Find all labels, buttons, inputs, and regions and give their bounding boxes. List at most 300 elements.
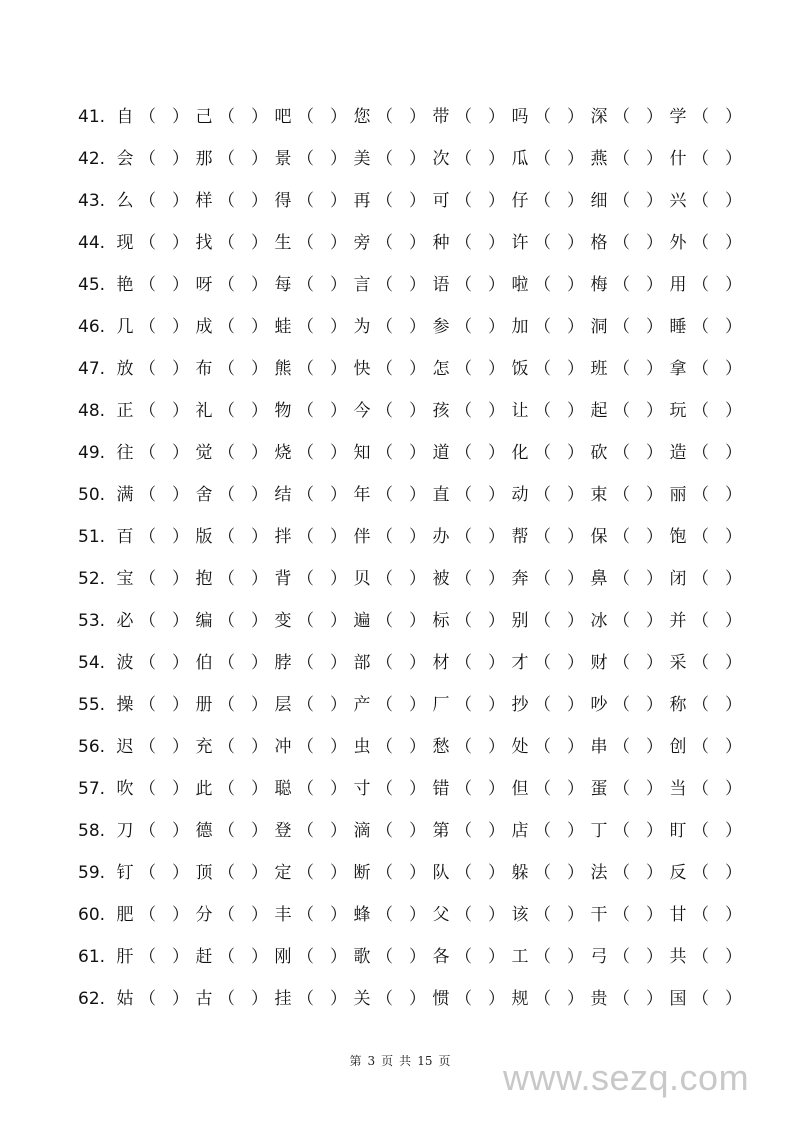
open-bracket: （ [613, 653, 630, 673]
close-bracket: ） [330, 653, 347, 673]
open-bracket: （ [692, 317, 709, 337]
character: 参 [432, 317, 450, 337]
character-cell [430, 526, 510, 548]
character: 赶 [195, 947, 213, 967]
character-cell [272, 148, 352, 170]
character-cell [193, 358, 273, 380]
character-cell [509, 442, 589, 464]
open-bracket: （ [218, 317, 235, 337]
open-bracket: （ [455, 821, 472, 841]
open-bracket: （ [297, 695, 314, 715]
character: 层 [274, 695, 292, 715]
close-bracket: ） [172, 443, 189, 463]
close-bracket: ） [488, 863, 505, 883]
character: 旁 [353, 233, 371, 253]
character: 布 [195, 359, 213, 379]
character-cell [509, 652, 589, 674]
open-bracket: （ [534, 107, 551, 127]
close-bracket: ） [251, 401, 268, 421]
close-bracket: ） [646, 905, 663, 925]
open-bracket: （ [613, 737, 630, 757]
close-bracket: ） [488, 233, 505, 253]
row-number: 58. [78, 821, 106, 841]
character-cell [430, 274, 510, 296]
close-bracket: ） [251, 149, 268, 169]
character: 外 [669, 233, 687, 253]
open-bracket: （ [692, 443, 709, 463]
close-bracket: ） [330, 359, 347, 379]
character: 洞 [590, 317, 608, 337]
character: 找 [195, 233, 213, 253]
close-bracket: ） [725, 989, 742, 1009]
row-number: 54. [78, 653, 106, 673]
close-bracket: ） [330, 779, 347, 799]
open-bracket: （ [297, 737, 314, 757]
character: 动 [511, 485, 529, 505]
close-bracket: ） [330, 233, 347, 253]
open-bracket: （ [376, 527, 393, 547]
close-bracket: ） [172, 989, 189, 1009]
character: 充 [195, 737, 213, 757]
open-bracket: （ [613, 611, 630, 631]
open-bracket: （ [376, 947, 393, 967]
close-bracket: ） [488, 695, 505, 715]
close-bracket: ） [488, 779, 505, 799]
character: 工 [511, 947, 529, 967]
character-cell [667, 400, 747, 422]
character-cell [272, 316, 352, 338]
open-bracket: （ [297, 359, 314, 379]
open-bracket: （ [376, 653, 393, 673]
open-bracket: （ [692, 863, 709, 883]
open-bracket: （ [534, 317, 551, 337]
close-bracket: ） [488, 359, 505, 379]
character: 吵 [590, 695, 608, 715]
character: 格 [590, 233, 608, 253]
character: 法 [590, 863, 608, 883]
close-bracket: ） [646, 443, 663, 463]
character-cell [193, 568, 273, 590]
character-cell [114, 190, 194, 212]
character-cell [193, 862, 273, 884]
character: 遍 [353, 611, 371, 631]
character: 该 [511, 905, 529, 925]
character-cell [667, 694, 747, 716]
character: 抄 [511, 695, 529, 715]
close-bracket: ） [567, 443, 584, 463]
character: 百 [116, 527, 134, 547]
open-bracket: （ [218, 359, 235, 379]
character-cell [351, 190, 431, 212]
character: 许 [511, 233, 529, 253]
open-bracket: （ [534, 947, 551, 967]
open-bracket: （ [218, 527, 235, 547]
character-cell [272, 946, 352, 968]
character: 钉 [116, 863, 134, 883]
character: 刚 [274, 947, 292, 967]
open-bracket: （ [297, 107, 314, 127]
character: 己 [195, 107, 213, 127]
character: 燕 [590, 149, 608, 169]
open-bracket: （ [218, 737, 235, 757]
open-bracket: （ [218, 905, 235, 925]
character-cell [272, 274, 352, 296]
open-bracket: （ [139, 275, 156, 295]
close-bracket: ） [646, 191, 663, 211]
character: 蜂 [353, 905, 371, 925]
character-cell [193, 316, 273, 338]
close-bracket: ） [172, 779, 189, 799]
character: 正 [116, 401, 134, 421]
character: 为 [353, 317, 371, 337]
character-cell [272, 484, 352, 506]
character-cell [351, 820, 431, 842]
character-cell [193, 106, 273, 128]
character: 姑 [116, 989, 134, 1009]
character-cell [588, 988, 668, 1010]
character: 么 [116, 191, 134, 211]
character-cell [588, 400, 668, 422]
open-bracket: （ [297, 989, 314, 1009]
character: 丰 [274, 905, 292, 925]
character: 瓜 [511, 149, 529, 169]
character: 满 [116, 485, 134, 505]
character: 物 [274, 401, 292, 421]
row-number: 61. [78, 947, 106, 967]
open-bracket: （ [376, 233, 393, 253]
close-bracket: ） [172, 947, 189, 967]
open-bracket: （ [139, 947, 156, 967]
character-cell [114, 526, 194, 548]
character: 当 [669, 779, 687, 799]
close-bracket: ） [251, 317, 268, 337]
close-bracket: ） [646, 317, 663, 337]
character-cell [351, 442, 431, 464]
character-cell [114, 946, 194, 968]
open-bracket: （ [139, 401, 156, 421]
character: 今 [353, 401, 371, 421]
character-cell [272, 400, 352, 422]
close-bracket: ） [646, 149, 663, 169]
close-bracket: ） [172, 107, 189, 127]
close-bracket: ） [725, 275, 742, 295]
open-bracket: （ [297, 443, 314, 463]
open-bracket: （ [455, 233, 472, 253]
close-bracket: ） [488, 149, 505, 169]
open-bracket: （ [218, 695, 235, 715]
open-bracket: （ [692, 401, 709, 421]
character-cell [430, 316, 510, 338]
close-bracket: ） [330, 569, 347, 589]
close-bracket: ） [488, 947, 505, 967]
character-cell [588, 652, 668, 674]
open-bracket: （ [139, 737, 156, 757]
close-bracket: ） [409, 611, 426, 631]
exercise-row [0, 222, 800, 264]
close-bracket: ） [725, 443, 742, 463]
open-bracket: （ [297, 191, 314, 211]
character-cell [509, 862, 589, 884]
open-bracket: （ [613, 947, 630, 967]
character-cell [193, 274, 273, 296]
close-bracket: ） [172, 485, 189, 505]
character: 此 [195, 779, 213, 799]
open-bracket: （ [692, 947, 709, 967]
open-bracket: （ [534, 527, 551, 547]
character: 现 [116, 233, 134, 253]
open-bracket: （ [376, 275, 393, 295]
character: 让 [511, 401, 529, 421]
close-bracket: ） [567, 527, 584, 547]
character-cell [588, 442, 668, 464]
open-bracket: （ [613, 149, 630, 169]
character-cell [193, 190, 273, 212]
character-cell [667, 106, 747, 128]
close-bracket: ） [646, 275, 663, 295]
character-cell [588, 904, 668, 926]
watermark: www.sezq.com [503, 1057, 750, 1098]
close-bracket: ） [330, 485, 347, 505]
character: 处 [511, 737, 529, 757]
close-bracket: ） [646, 737, 663, 757]
close-bracket: ） [409, 443, 426, 463]
character-cell [588, 610, 668, 632]
character-cell [193, 652, 273, 674]
character-cell [667, 652, 747, 674]
character: 串 [590, 737, 608, 757]
close-bracket: ） [488, 905, 505, 925]
close-bracket: ） [725, 527, 742, 547]
close-bracket: ） [488, 401, 505, 421]
character-cell [272, 232, 352, 254]
character-cell [588, 274, 668, 296]
character: 虫 [353, 737, 371, 757]
character-exercise-list [0, 96, 800, 1020]
open-bracket: （ [613, 821, 630, 841]
character-cell [193, 610, 273, 632]
open-bracket: （ [297, 611, 314, 631]
character: 店 [511, 821, 529, 841]
character: 第 [432, 821, 450, 841]
close-bracket: ） [646, 779, 663, 799]
character-cell [193, 736, 273, 758]
open-bracket: （ [139, 359, 156, 379]
close-bracket: ） [409, 107, 426, 127]
close-bracket: ） [488, 737, 505, 757]
character-cell [272, 778, 352, 800]
character: 贵 [590, 989, 608, 1009]
close-bracket: ） [725, 485, 742, 505]
close-bracket: ） [330, 275, 347, 295]
open-bracket: （ [297, 527, 314, 547]
character-cell [667, 190, 747, 212]
character-cell [667, 442, 747, 464]
open-bracket: （ [139, 233, 156, 253]
character: 拌 [274, 527, 292, 547]
close-bracket: ） [488, 527, 505, 547]
character: 艳 [116, 275, 134, 295]
character: 舍 [195, 485, 213, 505]
character-cell [430, 610, 510, 632]
character-cell [588, 148, 668, 170]
close-bracket: ） [567, 821, 584, 841]
character: 种 [432, 233, 450, 253]
close-bracket: ） [172, 149, 189, 169]
open-bracket: （ [534, 401, 551, 421]
open-bracket: （ [218, 947, 235, 967]
character: 别 [511, 611, 529, 631]
character: 用 [669, 275, 687, 295]
character: 必 [116, 611, 134, 631]
character-cell [351, 862, 431, 884]
open-bracket: （ [692, 905, 709, 925]
open-bracket: （ [534, 569, 551, 589]
character-cell [509, 904, 589, 926]
open-bracket: （ [376, 401, 393, 421]
character: 迟 [116, 737, 134, 757]
character-cell [114, 316, 194, 338]
character-cell [588, 232, 668, 254]
close-bracket: ） [409, 527, 426, 547]
character-cell [509, 358, 589, 380]
close-bracket: ） [172, 527, 189, 547]
open-bracket: （ [376, 317, 393, 337]
character: 聪 [274, 779, 292, 799]
character: 并 [669, 611, 687, 631]
character: 甘 [669, 905, 687, 925]
close-bracket: ） [172, 569, 189, 589]
close-bracket: ） [251, 359, 268, 379]
open-bracket: （ [534, 779, 551, 799]
open-bracket: （ [376, 695, 393, 715]
open-bracket: （ [455, 779, 472, 799]
exercise-row [0, 96, 800, 138]
close-bracket: ） [488, 107, 505, 127]
open-bracket: （ [218, 779, 235, 799]
close-bracket: ） [172, 695, 189, 715]
footer-page-word: 页 [381, 1054, 394, 1068]
row-number: 45. [78, 275, 106, 295]
close-bracket: ） [251, 905, 268, 925]
character-cell [588, 358, 668, 380]
character: 财 [590, 653, 608, 673]
row-number: 42. [78, 149, 106, 169]
character: 化 [511, 443, 529, 463]
character-cell [430, 484, 510, 506]
character-cell [272, 862, 352, 884]
character: 宝 [116, 569, 134, 589]
character: 材 [432, 653, 450, 673]
row-number: 46. [78, 317, 106, 337]
open-bracket: （ [376, 485, 393, 505]
close-bracket: ） [567, 191, 584, 211]
character-cell [588, 820, 668, 842]
close-bracket: ） [725, 947, 742, 967]
open-bracket: （ [613, 359, 630, 379]
character-cell [509, 148, 589, 170]
close-bracket: ） [409, 569, 426, 589]
open-bracket: （ [534, 443, 551, 463]
open-bracket: （ [139, 191, 156, 211]
exercise-row [0, 768, 800, 810]
open-bracket: （ [297, 233, 314, 253]
open-bracket: （ [218, 107, 235, 127]
open-bracket: （ [692, 821, 709, 841]
character-cell [114, 232, 194, 254]
footer-page-number: 3 [367, 1054, 376, 1068]
open-bracket: （ [613, 107, 630, 127]
character-cell [667, 358, 747, 380]
character: 次 [432, 149, 450, 169]
open-bracket: （ [692, 779, 709, 799]
character-cell [272, 736, 352, 758]
character-cell [193, 232, 273, 254]
open-bracket: （ [376, 611, 393, 631]
character-cell [509, 316, 589, 338]
character-cell [430, 190, 510, 212]
character: 造 [669, 443, 687, 463]
open-bracket: （ [613, 233, 630, 253]
character-cell [351, 400, 431, 422]
character: 盯 [669, 821, 687, 841]
character-cell [193, 148, 273, 170]
open-bracket: （ [376, 359, 393, 379]
close-bracket: ） [330, 443, 347, 463]
character: 知 [353, 443, 371, 463]
character: 深 [590, 107, 608, 127]
character: 刀 [116, 821, 134, 841]
character-cell [430, 442, 510, 464]
character-cell [509, 190, 589, 212]
close-bracket: ） [330, 737, 347, 757]
character: 鼻 [590, 569, 608, 589]
open-bracket: （ [534, 191, 551, 211]
character-cell [351, 484, 431, 506]
close-bracket: ） [251, 653, 268, 673]
row-number: 62. [78, 989, 106, 1009]
character: 产 [353, 695, 371, 715]
character-cell [509, 274, 589, 296]
character: 采 [669, 653, 687, 673]
character: 样 [195, 191, 213, 211]
character-cell [351, 526, 431, 548]
open-bracket: （ [297, 905, 314, 925]
close-bracket: ） [330, 401, 347, 421]
close-bracket: ） [725, 611, 742, 631]
character: 睡 [669, 317, 687, 337]
close-bracket: ） [488, 191, 505, 211]
exercise-row [0, 264, 800, 306]
open-bracket: （ [613, 695, 630, 715]
open-bracket: （ [139, 149, 156, 169]
character: 歌 [353, 947, 371, 967]
character: 各 [432, 947, 450, 967]
open-bracket: （ [455, 527, 472, 547]
character-cell [667, 946, 747, 968]
open-bracket: （ [534, 695, 551, 715]
open-bracket: （ [218, 485, 235, 505]
open-bracket: （ [376, 863, 393, 883]
character: 惯 [432, 989, 450, 1009]
open-bracket: （ [218, 149, 235, 169]
character: 背 [274, 569, 292, 589]
character-cell [667, 568, 747, 590]
exercise-row [0, 852, 800, 894]
close-bracket: ） [330, 947, 347, 967]
character-cell [193, 778, 273, 800]
exercise-row [0, 474, 800, 516]
close-bracket: ） [725, 863, 742, 883]
